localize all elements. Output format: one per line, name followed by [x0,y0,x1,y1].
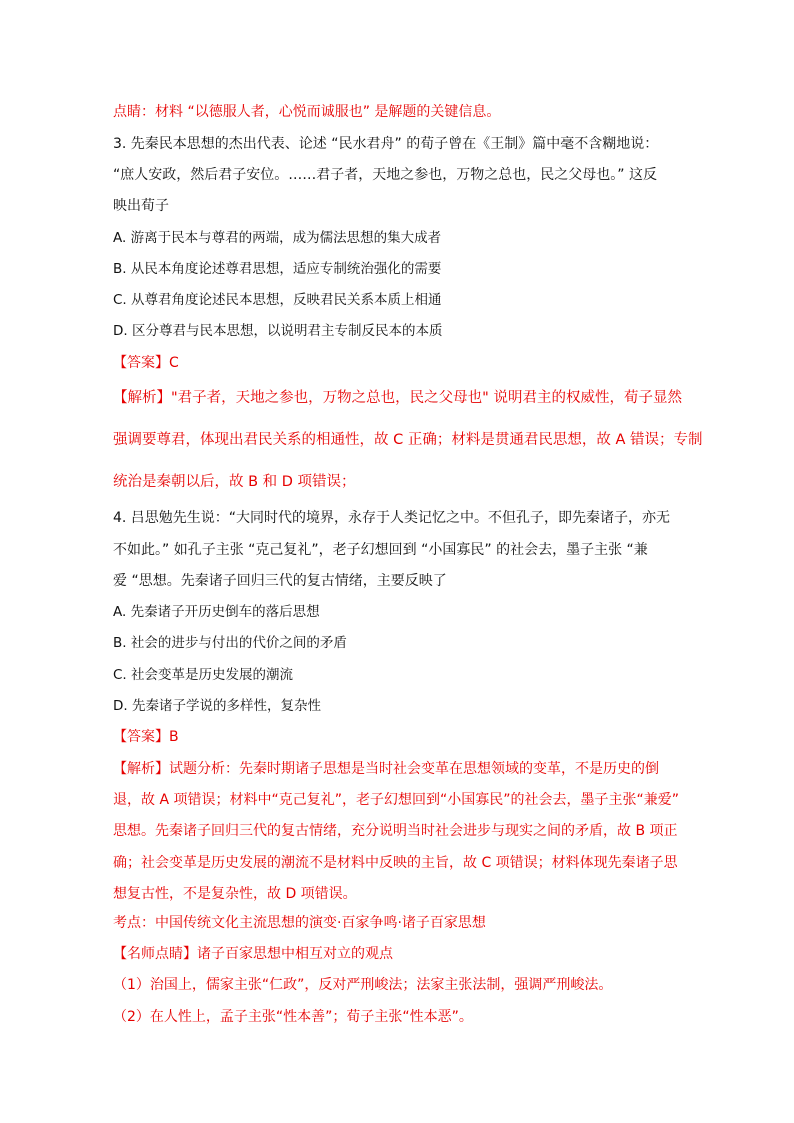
q4-analysis-line-1: 【解析】试题分析：先秦时期诸子思想是当时社会变革在思想领域的变革，不是历史的倒 [113,761,659,777]
q4-teacher-point-1: （1）治国上，儒家主张“仁政”，反对严刑峻法；法家主张法制，强调严刑峻法。 [113,977,613,993]
q3-analysis-line-1: 【解析】"君子者，天地之参也，万物之总也，民之父母也" 说明君主的权威性，荀子显然 [113,390,682,406]
q4-option-b: B. 社会的进步与付出的代价之间的矛盾 [113,635,347,651]
q4-analysis-line-5: 想复古性，不是复杂性，故 D 项错误。 [113,886,357,902]
q3-analysis-line-3: 统治是秦朝以后，故 B 和 D 项错误； [113,474,356,490]
q4-stem-line-1: 4. 吕思勉先生说：“大同时代的境界，永存于人类记忆之中。不但孔子，即先秦诸子，亦无 [113,510,671,526]
q4-teacher-highlight-title: 【名师点睛】诸子百家思想中相互对立的观点 [113,946,393,962]
q3-stem-line-3: 映出荀子 [113,198,169,214]
q3-analysis-line-2: 强调要尊君，体现出君民关系的相通性，故 C 正确；材料是贯通君民思想，故 A 错误；专制 [113,432,703,448]
q4-option-d: D. 先秦诸子学说的多样性，复杂性 [113,698,321,714]
q3-stem-line-1: 3. 先秦民本思想的杰出代表、论述 “民水君舟” 的荀子曾在《王制》篇中毫不含糊地说： [113,136,659,152]
previous-highlight: 点睛：材料 “以德服人者，心悦而诚服也” 是解题的关键信息。 [113,104,501,120]
q3-option-a: A. 游离于民本与尊君的两端，成为儒法思想的集大成者 [113,230,442,246]
q4-option-a: A. 先秦诸子开历史倒车的落后思想 [113,604,320,620]
q3-option-d: D. 区分尊君与民本思想，以说明君主专制反民本的本质 [113,323,443,339]
q4-answer: 【答案】B [113,729,179,745]
q4-analysis-line-4: 确；社会变革是历史发展的潮流不是材料中反映的主旨，故 C 项错误；材料体现先秦诸子思 [113,855,678,871]
q4-analysis-line-2: 退，故 A 项错误；材料中“克己复礼”，老子幻想回到“小国寡民”的社会去，墨子主张“兼爱” [113,792,679,808]
q3-option-b: B. 从民本角度论述尊君思想，适应专制统治强化的需要 [113,261,442,277]
q3-option-c: C. 从尊君角度论述民本思想，反映君民关系本质上相通 [113,292,442,308]
q3-stem-line-2: “庶人安政，然后君子安位。……君子者，天地之参也，万物之总也，民之父母也。” 这反 [113,167,657,183]
q4-analysis-line-3: 思想。先秦诸子回归三代的复古情绪，充分说明当时社会进步与现实之间的矛盾，故 B 项正 [113,823,678,839]
q4-stem-line-3: 爱 “思想。先秦诸子回归三代的复古情绪，主要反映了 [113,573,447,589]
q4-teacher-point-2: （2）在人性上，孟子主张“性本善”；荀子主张“性本恶”。 [113,1009,473,1025]
q4-kaodian: 考点：中国传统文化主流思想的演变·百家争鸣·诸子百家思想 [113,915,486,931]
q4-stem-line-2: 不如此。” 如孔子主张 “克己复礼”，老子幻想回到 “小国寡民” 的社会去，墨子主张 “兼 [113,542,648,558]
q3-answer: 【答案】C [113,355,179,371]
q4-option-c: C. 社会变革是历史发展的潮流 [113,667,294,683]
